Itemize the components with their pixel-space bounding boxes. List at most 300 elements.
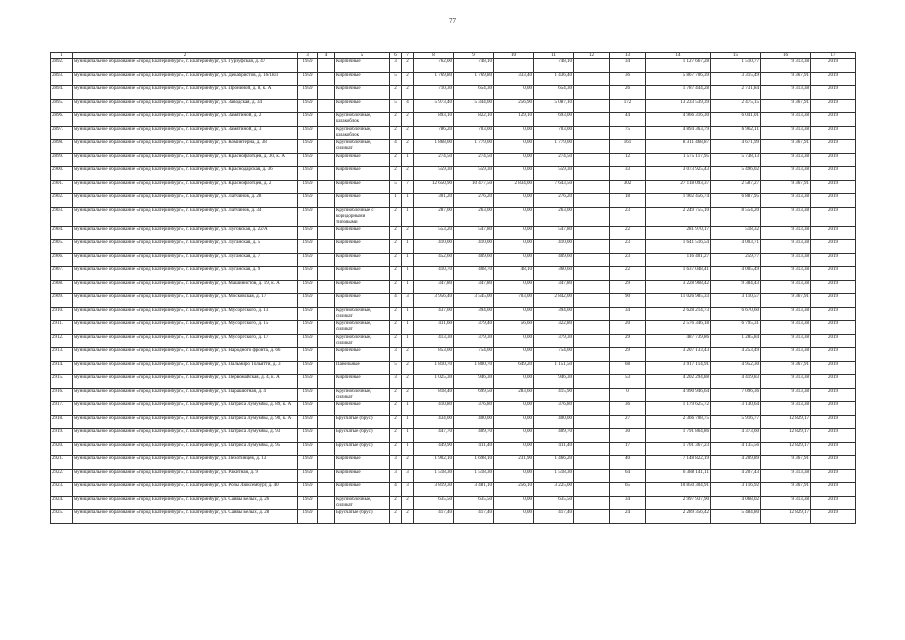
entrances-cell: 1	[402, 321, 414, 335]
planned-year-cell: 2019	[811, 496, 856, 510]
repair-cost-cell: 2 997 937,90	[646, 496, 711, 510]
cost-per-sqm-cell: 4 419,83	[711, 375, 761, 389]
address-cell: муниципальное образование «город Екатеринбург», г. Екатеринбург, ул. Мусоргского, д. 13	[73, 307, 298, 321]
residents-cell: 24	[610, 510, 646, 524]
repair-cost-cell: 2 289 356,42	[646, 510, 711, 524]
planned-year-cell: 2019	[811, 194, 856, 208]
planned-year-cell: 2019	[811, 361, 856, 375]
entrances-cell: 4	[402, 99, 414, 113]
living-area-cell: 409,60	[454, 253, 494, 267]
build-year-cell: 1959	[298, 334, 318, 348]
column-number: 3	[298, 53, 318, 59]
wall-material-cell: Брусчатые (брус)	[335, 510, 390, 524]
non-residential-area-cell: 0,00	[494, 226, 534, 240]
address-cell: муниципальное образование «город Екатеринбург», г. Екатеринбург, ул. Пальмиро Тольятти, д. 3	[73, 361, 298, 375]
entrances-cell: 3	[402, 483, 414, 497]
planned-year-cell: 2019	[811, 415, 856, 429]
residents-cell: 22	[610, 226, 646, 240]
col-12-cell	[574, 361, 610, 375]
max-cost-per-sqm-cell: 9 313,38	[761, 402, 811, 416]
table-row	[51, 253, 856, 267]
total-area-cell: 1 810,70	[414, 361, 454, 375]
max-cost-per-sqm-cell: 12 829,17	[761, 429, 811, 443]
build-year-cell: 1959	[298, 456, 318, 470]
table-row	[51, 483, 856, 497]
table-row	[51, 99, 856, 113]
repair-cost-cell: 7 148 822,19	[646, 456, 711, 470]
wall-material-cell: Крупноблочные, силикат	[335, 496, 390, 510]
row-number-cell: 2895.	[51, 99, 73, 113]
address-cell: муниципальное образование «город Екатеринбург», г. Екатеринбург, ул. Саввы Белых, д. 28	[73, 510, 298, 524]
build-year-cell: 1959	[298, 388, 318, 402]
total-area-cell: 635,50	[414, 496, 454, 510]
repair-cost-cell: 1 787 444,28	[646, 86, 711, 100]
living-area-cell: 654,30	[454, 86, 494, 100]
wall-material-cell: Брусчатые (брус)	[335, 415, 390, 429]
build-year-cell: 1959	[298, 72, 318, 86]
address-cell: муниципальное образование «город Екатеринбург», г. Екатеринбург, ул. Машинистов, д. 19, к. А	[73, 280, 298, 294]
build-year-cell: 1959	[298, 194, 318, 208]
max-cost-per-sqm-cell: 9 313,38	[761, 240, 811, 254]
wall-material-cell: Кирпичные	[335, 348, 390, 362]
cost-per-sqm-cell: 1 510,77	[711, 59, 761, 73]
wall-material-cell: Кирпичные	[335, 226, 390, 240]
residential-area-cell: 379,30	[534, 334, 574, 348]
floors-cell: 3	[390, 59, 402, 73]
repair-cost-cell: 4 990 946,64	[646, 388, 711, 402]
row-number-cell: 2913.	[51, 348, 73, 362]
address-cell: муниципальное образование «город Екатеринбург», г. Екатеринбург, ул. Патриса Лумумбы, д. 89, к. А	[73, 402, 298, 416]
floors-cell: 2	[390, 402, 402, 416]
residential-area-cell: 1 518,30	[534, 469, 574, 483]
max-cost-per-sqm-cell: 9 313,38	[761, 153, 811, 167]
non-residential-area-cell: 231,90	[494, 456, 534, 470]
entrances-cell: 3	[402, 294, 414, 308]
floors-cell: 2	[390, 280, 402, 294]
build-year-cell: 1959	[298, 307, 318, 321]
column-number: 12	[574, 53, 610, 59]
planned-year-cell: 2019	[811, 469, 856, 483]
address-cell: муниципальное образование «город Екатеринбург», г. Екатеринбург, ул. Латчинов, д. 28	[73, 194, 298, 208]
planned-year-cell: 2019	[811, 321, 856, 335]
entrances-cell: 1	[402, 153, 414, 167]
row-number-cell: 2916.	[51, 388, 73, 402]
column-number: 16	[761, 53, 811, 59]
total-area-cell: 347,80	[414, 280, 454, 294]
floors-cell: 2	[390, 267, 402, 281]
table-row	[51, 321, 856, 335]
cost-per-sqm-cell: 3 110,57	[711, 294, 761, 308]
entrances-cell: 2	[402, 348, 414, 362]
cost-per-sqm-cell: 259,77	[711, 253, 761, 267]
row-number-cell: 2902.	[51, 194, 73, 208]
row-number-cell: 2909.	[51, 294, 73, 308]
living-area-cell: 408,70	[454, 267, 494, 281]
cost-per-sqm-cell: 6 670,60	[711, 307, 761, 321]
planned-year-cell: 2019	[811, 334, 856, 348]
table-row	[51, 510, 856, 524]
address-cell: муниципальное образование «город Екатеринбург», г. Екатеринбург, ул. Саввы Белых, д. 26	[73, 496, 298, 510]
table-row	[51, 72, 856, 86]
non-residential-area-cell: 0,00	[494, 86, 534, 100]
floors-cell: 2	[390, 113, 402, 127]
cost-per-sqm-cell: 2 587,27	[711, 180, 761, 194]
row-number-cell: 2901.	[51, 180, 73, 194]
address-cell: муниципальное образование «город Екатеринбург», г. Екатеринбург, ул. Патриса Лумумбы, д. 95	[73, 442, 298, 456]
entrances-cell: 2	[402, 456, 414, 470]
max-cost-per-sqm-cell: 9 313,38	[761, 194, 811, 208]
max-cost-per-sqm-cell: 12 829,17	[761, 510, 811, 524]
living-area-cell: 3 545,00	[454, 294, 494, 308]
non-residential-area-cell: 0,00	[494, 307, 534, 321]
residents-cell: 34	[610, 496, 646, 510]
row-number-cell: 2904.	[51, 226, 73, 240]
non-residential-area-cell: 0,00	[494, 496, 534, 510]
max-cost-per-sqm-cell: 9 313,38	[761, 167, 811, 181]
col-12-cell	[574, 375, 610, 389]
column-number: 1	[51, 53, 73, 59]
living-area-cell: 410,00	[454, 240, 494, 254]
address-cell: муниципальное образование «город Екатеринбург», г. Екатеринбург, ул. Луганская, д. 7	[73, 253, 298, 267]
entrances-cell: 2	[402, 167, 414, 181]
non-residential-area-cell: 0,00	[494, 442, 534, 456]
col-12-cell	[574, 388, 610, 402]
living-area-cell: 379,40	[454, 321, 494, 335]
col-4-cell	[318, 294, 335, 308]
col-4-cell	[318, 442, 335, 456]
col-4-cell	[318, 113, 335, 127]
floors-cell: 5	[390, 99, 402, 113]
row-number-cell: 2908.	[51, 280, 73, 294]
col-4-cell	[318, 72, 335, 86]
residential-area-cell: 417,40	[534, 510, 574, 524]
cost-per-sqm-cell: 4 952,30	[711, 361, 761, 375]
row-number-cell: 2899.	[51, 153, 73, 167]
table-row	[51, 207, 856, 226]
max-cost-per-sqm-cell: 9 313,38	[761, 321, 811, 335]
build-year-cell: 1959	[298, 415, 318, 429]
residential-area-cell: 376,80	[534, 402, 574, 416]
col-4-cell	[318, 194, 335, 208]
residents-cell: 23	[610, 253, 646, 267]
table-row	[51, 361, 856, 375]
table-row	[51, 294, 856, 308]
total-area-cell: 893,10	[414, 113, 454, 127]
residential-area-cell: 411,40	[534, 442, 574, 456]
residential-area-cell: 394,00	[534, 307, 574, 321]
cost-per-sqm-cell: 518,32	[711, 226, 761, 240]
living-area-cell: 1 769,80	[454, 72, 494, 86]
wall-material-cell: Крупноблочные, силикат	[335, 321, 390, 335]
max-cost-per-sqm-cell: 9 367,91	[761, 99, 811, 113]
non-residential-area-cell: 0,00	[494, 126, 534, 140]
address-cell: муниципальное образование «город Екатеринбург», г. Екатеринбург, ул. Патриса Лумумбы, д. 90, к. А	[73, 415, 298, 429]
residents-cell: 23	[610, 240, 646, 254]
repair-cost-cell: 6 388 141,11	[646, 469, 711, 483]
row-number-cell: 2925.	[51, 510, 73, 524]
non-residential-area-cell: 0,00	[494, 280, 534, 294]
row-number-cell: 2906.	[51, 253, 73, 267]
table-row	[51, 402, 856, 416]
table-row	[51, 153, 856, 167]
floors-cell: 2	[390, 442, 402, 456]
table-row	[51, 126, 856, 140]
max-cost-per-sqm-cell: 12 829,17	[761, 415, 811, 429]
entrances-cell: 2	[402, 59, 414, 73]
residents-cell: 65	[610, 483, 646, 497]
entrances-cell: 2	[402, 140, 414, 154]
living-area-cell: 547,80	[454, 226, 494, 240]
build-year-cell: 1959	[298, 321, 318, 335]
table-row	[51, 334, 856, 348]
build-year-cell: 1959	[298, 294, 318, 308]
planned-year-cell: 2019	[811, 348, 856, 362]
table-row	[51, 240, 856, 254]
living-area-cell: 276,20	[454, 194, 494, 208]
residential-area-cell: 322,80	[534, 321, 574, 335]
entrances-cell: 1	[402, 207, 414, 226]
entrances-cell: 2	[402, 388, 414, 402]
build-year-cell: 1959	[298, 402, 318, 416]
floors-cell: 2	[390, 207, 402, 226]
planned-year-cell: 2019	[811, 294, 856, 308]
planned-year-cell: 2019	[811, 253, 856, 267]
row-number-cell: 2900.	[51, 167, 73, 181]
entrances-cell: 2	[402, 361, 414, 375]
repair-cost-cell: 2 366 708,75	[646, 415, 711, 429]
entrances-cell: 2	[402, 375, 414, 389]
floors-cell: 3	[390, 375, 402, 389]
address-cell: муниципальное образование «город Екатеринбург», г. Екатеринбург, ул. Гурзуфская, д. 47	[73, 59, 298, 73]
repair-cost-cell: 4 966 316,30	[646, 113, 711, 127]
repair-cost-cell: 487 739,86	[646, 334, 711, 348]
floors-cell: 2	[390, 510, 402, 524]
living-area-cell: 379,30	[454, 334, 494, 348]
cost-per-sqm-cell: 5 496,02	[711, 167, 761, 181]
residents-cell: 68	[610, 361, 646, 375]
max-cost-per-sqm-cell: 9 313,38	[761, 496, 811, 510]
address-cell: муниципальное образование «город Екатеринбург», г. Екатеринбург, ул. Замятиной, д. 3	[73, 126, 298, 140]
planned-year-cell: 2019	[811, 483, 856, 497]
non-residential-area-cell: 0,00	[494, 140, 534, 154]
total-area-cell: 1 902,10	[414, 456, 454, 470]
cost-per-sqm-cell: 2 731,84	[711, 86, 761, 100]
build-year-cell: 1959	[298, 496, 318, 510]
table-row	[51, 415, 856, 429]
col-12-cell	[574, 113, 610, 127]
non-residential-area-cell: 0,00	[494, 429, 534, 443]
build-year-cell: 1959	[298, 280, 318, 294]
max-cost-per-sqm-cell: 9 367,91	[761, 140, 811, 154]
wall-material-cell: Крупноблочные, шлакоблок	[335, 113, 390, 127]
wall-material-cell: Кирпичные	[335, 280, 390, 294]
floors-cell: 2	[390, 321, 402, 335]
residents-cell: 36	[610, 72, 646, 86]
col-4-cell	[318, 167, 335, 181]
residential-area-cell: 409,70	[534, 429, 574, 443]
col-4-cell	[318, 510, 335, 524]
planned-year-cell: 2019	[811, 280, 856, 294]
repair-cost-cell: 3 207 133,43	[646, 348, 711, 362]
planned-year-cell: 2019	[811, 240, 856, 254]
row-number-cell: 2896.	[51, 113, 73, 127]
column-number: 15	[711, 53, 761, 59]
repair-cost-cell: 10 850 304,91	[646, 483, 711, 497]
max-cost-per-sqm-cell: 9 367,91	[761, 483, 811, 497]
row-number-cell: 2897.	[51, 126, 73, 140]
total-area-cell: 553,20	[414, 226, 454, 240]
cost-per-sqm-cell: 1 285,84	[711, 334, 761, 348]
col-4-cell	[318, 483, 335, 497]
residential-area-cell: 1 151,50	[534, 361, 574, 375]
address-cell: муниципальное образование «город Екатеринбург», г. Екатеринбург, ул. Парашютная, д. 4	[73, 388, 298, 402]
col-4-cell	[318, 375, 335, 389]
entrances-cell: 2	[402, 226, 414, 240]
max-cost-per-sqm-cell: 9 313,38	[761, 59, 811, 73]
wall-material-cell: Кирпичные	[335, 483, 390, 497]
non-residential-area-cell: 0,00	[494, 240, 534, 254]
entrances-cell: 1	[402, 429, 414, 443]
cost-per-sqm-cell: 5 738,13	[711, 153, 761, 167]
build-year-cell: 1959	[298, 59, 318, 73]
build-year-cell: 1959	[298, 126, 318, 140]
living-area-cell: 822,10	[454, 113, 494, 127]
residents-cell: 33	[610, 167, 646, 181]
col-4-cell	[318, 402, 335, 416]
repair-cost-cell: 2 249 755,10	[646, 207, 711, 226]
col-12-cell	[574, 72, 610, 86]
planned-year-cell: 2019	[811, 86, 856, 100]
planned-year-cell: 2019	[811, 113, 856, 127]
table-row	[51, 456, 856, 470]
repair-cost-cell: 1 127 667,28	[646, 59, 711, 73]
row-number-cell: 2905.	[51, 240, 73, 254]
column-number: 4	[318, 53, 335, 59]
floors-cell: 2	[390, 86, 402, 100]
build-year-cell: 1959	[298, 207, 318, 226]
cost-per-sqm-cell: 8 554,20	[711, 207, 761, 226]
total-area-cell: 413,30	[414, 334, 454, 348]
wall-material-cell: Крупноблочные, шлакоблок	[335, 126, 390, 140]
table-row	[51, 496, 856, 510]
col-12-cell	[574, 167, 610, 181]
address-cell: муниципальное образование «город Екатеринбург», г. Екатеринбург, ул. Коминтерна, д. 38	[73, 140, 298, 154]
floors-cell: 4	[390, 140, 402, 154]
max-cost-per-sqm-cell: 9 313,38	[761, 280, 811, 294]
residential-area-cell: 276,20	[534, 194, 574, 208]
total-area-cell: 818,40	[414, 388, 454, 402]
wall-material-cell: Крупноблочные с коридорными типовыми	[335, 207, 390, 226]
col-4-cell	[318, 469, 335, 483]
address-cell: муниципальное образование «город Екатеринбург», г. Екатеринбург, ул. Прониной, д. 8, к. А	[73, 86, 298, 100]
residential-area-cell: 2 842,00	[534, 294, 574, 308]
residents-cell: 302	[610, 180, 646, 194]
living-area-cell: 635,50	[454, 496, 494, 510]
residential-area-cell: 946,30	[534, 375, 574, 389]
non-residential-area-cell: 703,00	[494, 294, 534, 308]
table-row	[51, 167, 856, 181]
non-residential-area-cell: 129,10	[494, 113, 534, 127]
address-cell: муниципальное образование «город Екатеринбург», г. Екатеринбург, ул. Луговская, д. 22/А	[73, 226, 298, 240]
col-12-cell	[574, 483, 610, 497]
repair-cost-cell: 1 641 516,54	[646, 240, 711, 254]
living-area-cell: 411,40	[454, 442, 494, 456]
living-area-cell: 559,30	[454, 167, 494, 181]
residents-cell: 75	[610, 126, 646, 140]
wall-material-cell: Крупноблочные, силикат	[335, 140, 390, 154]
row-number-cell: 2922.	[51, 469, 73, 483]
residents-cell: 40	[610, 456, 646, 470]
residents-cell: 53	[610, 375, 646, 389]
build-year-cell: 1959	[298, 167, 318, 181]
entrances-cell: 1	[402, 402, 414, 416]
residential-area-cell: 415,90	[534, 388, 574, 402]
column-number: 13	[610, 53, 646, 59]
cost-per-sqm-cell: 4 005,49	[711, 267, 761, 281]
row-number-cell: 2907.	[51, 267, 73, 281]
max-cost-per-sqm-cell: 9 313,38	[761, 113, 811, 127]
residential-area-cell: 263,00	[534, 207, 574, 226]
entrances-cell: 2	[402, 72, 414, 86]
wall-material-cell: Кирпичные	[335, 253, 390, 267]
non-residential-area-cell: 0,00	[494, 167, 534, 181]
col-12-cell	[574, 207, 610, 226]
wall-material-cell: Кирпичные	[335, 194, 390, 208]
living-area-cell: 400,00	[454, 415, 494, 429]
row-number-cell: 2917.	[51, 402, 73, 416]
residents-cell: 161	[610, 140, 646, 154]
col-12-cell	[574, 99, 610, 113]
col-4-cell	[318, 126, 335, 140]
floors-cell: 2	[390, 253, 402, 267]
max-cost-per-sqm-cell: 9 367,91	[761, 294, 811, 308]
non-residential-area-cell: 0,00	[494, 375, 534, 389]
residents-cell: 17	[610, 442, 646, 456]
table-row	[51, 375, 856, 389]
residential-area-cell: 5 087,10	[534, 99, 574, 113]
max-cost-per-sqm-cell: 9 313,38	[761, 388, 811, 402]
residential-area-cell: 1 436,40	[534, 72, 574, 86]
col-12-cell	[574, 126, 610, 140]
col-12-cell	[574, 59, 610, 73]
cost-per-sqm-cell: 6 795,31	[711, 321, 761, 335]
floors-cell: 5	[390, 180, 402, 194]
residents-cell: 23	[610, 207, 646, 226]
total-area-cell: 411,60	[414, 321, 454, 335]
address-cell: муниципальное образование «город Екатеринбург», г. Екатеринбург, ул. Краснодарская, д. 36	[73, 167, 298, 181]
wall-material-cell: Кирпичные	[335, 86, 390, 100]
entrances-cell: 1	[402, 334, 414, 348]
address-cell: муниципальное образование «город Екатеринбург», г. Екатеринбург, ул. Патриса Лумумбы, д. 93	[73, 429, 298, 443]
build-year-cell: 1959	[298, 253, 318, 267]
table-row	[51, 140, 856, 154]
row-number-cell: 2918.	[51, 415, 73, 429]
repair-cost-cell: 3 228 968,42	[646, 280, 711, 294]
build-year-cell: 1959	[298, 113, 318, 127]
col-4-cell	[318, 207, 335, 226]
max-cost-per-sqm-cell: 9 313,38	[761, 86, 811, 100]
total-area-cell: 12 650,90	[414, 180, 454, 194]
entrances-cell: 2	[402, 126, 414, 140]
row-number-cell: 2912.	[51, 334, 73, 348]
row-number-cell: 2914.	[51, 361, 73, 375]
col-12-cell	[574, 240, 610, 254]
col-4-cell	[318, 140, 335, 154]
row-number-cell: 2892.	[51, 59, 73, 73]
non-residential-area-cell: 649,20	[494, 361, 534, 375]
row-number-cell: 2921.	[51, 456, 73, 470]
floors-cell: 5	[390, 72, 402, 86]
